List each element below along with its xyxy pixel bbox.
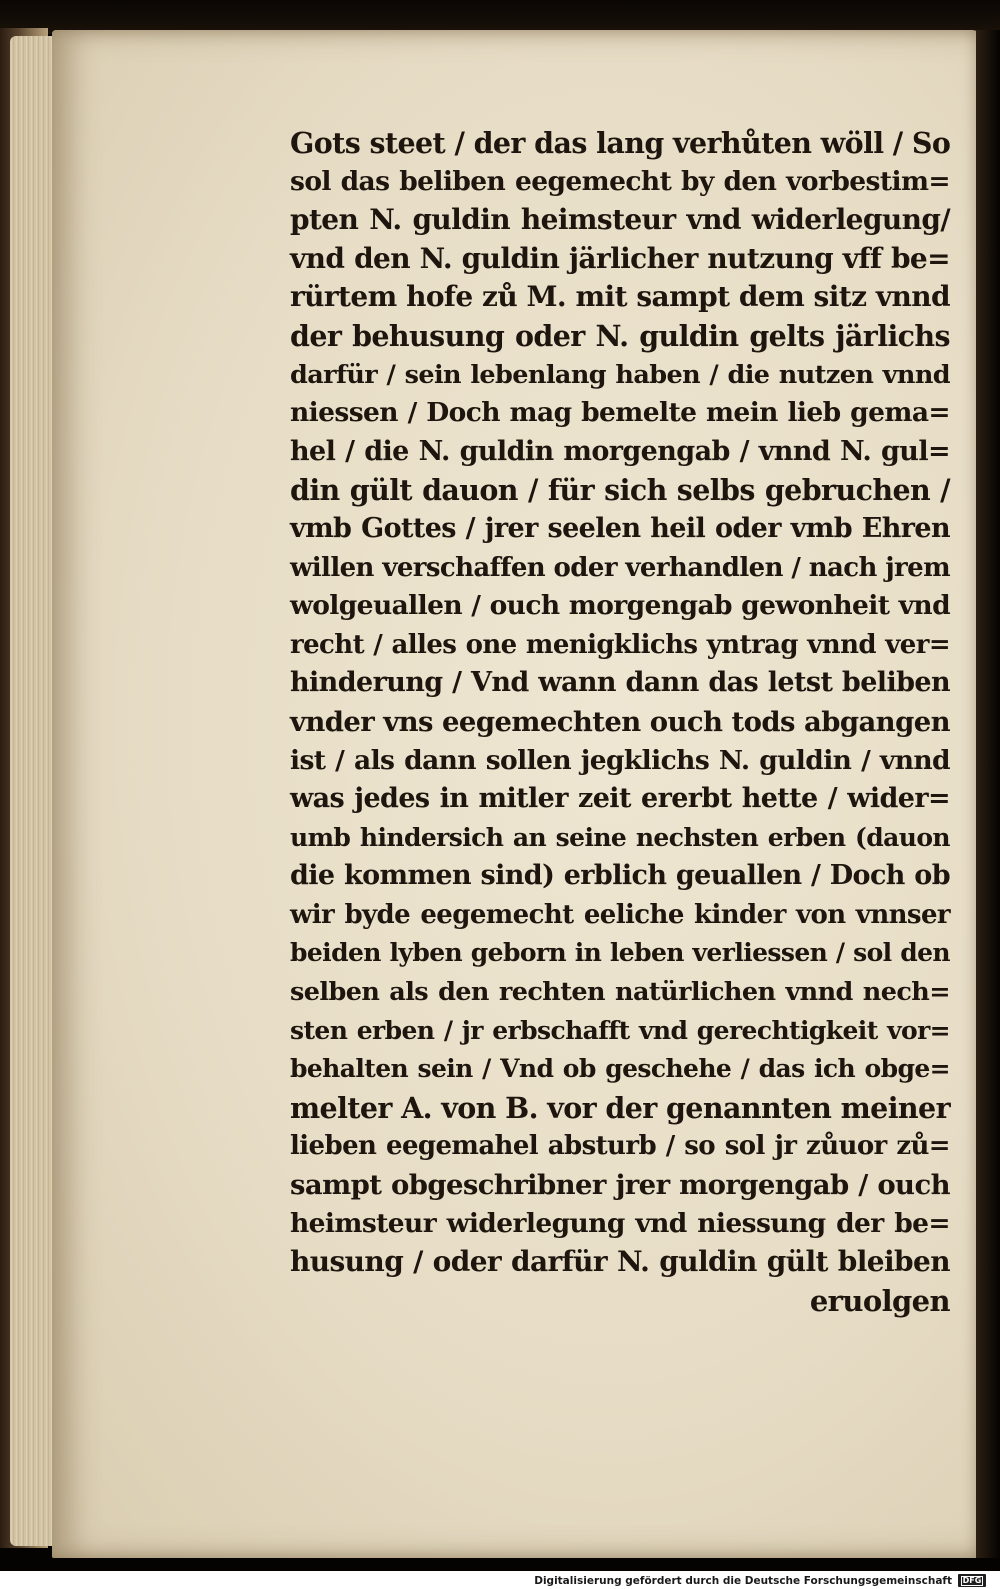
text-line: umb hindersich an seine nechsten erben (dauon — [290, 822, 950, 852]
text-line: wir byde eegemecht eeliche kinder von vnnser — [290, 899, 950, 930]
dfg-logo-icon: DFG — [958, 1574, 986, 1587]
text-line: vnd den N. guldin järlicher nutzung vff be= — [290, 241, 950, 275]
text-line: lieben eegemahel absturb / so sol jr zůuor zů= — [290, 1131, 950, 1162]
text-line: hel / die N. guldin morgengab / vnnd N. gul= — [290, 435, 950, 467]
funding-credit: Digitalisierung gefördert durch die Deutsche Forschungsgemeinschaft — [534, 1575, 952, 1587]
text-line: wolgeuallen / ouch morgengab gewonheit vnd — [290, 590, 950, 622]
text-line: husung / oder darfür N. guldin gült bleiben — [290, 1245, 950, 1279]
catchword: eruolgen — [809, 1283, 950, 1318]
text-line: melter A. von B. vor der genannten meiner — [290, 1090, 950, 1125]
text-line: beiden lyben geborn in leben verliessen / sol den — [290, 938, 950, 968]
text-line: din gült dauon / für sich selbs gebruchen / — [290, 473, 950, 508]
text-line: Gots steet / der das lang verhůten wöll / So — [290, 126, 951, 160]
book-binding-top — [0, 0, 1000, 34]
text-line: hinderung / Vnd wann dann das letst beliben — [290, 667, 950, 699]
text-line: sten erben / jr erbschafft vnd gerechtigkeit vor= — [290, 1015, 950, 1045]
text-line: darfür / sein lebenlang haben / die nutzen vnnd — [290, 359, 950, 390]
text-line: niessen / Doch mag bemelte mein lieb gema= — [290, 397, 950, 429]
text-line: die kommen sind) erblich geuallen / Doch ob — [290, 860, 950, 892]
page-stack-edges — [10, 36, 58, 1546]
text-line: sol das beliben eegemecht by den vorbestim= — [290, 165, 950, 197]
text-line: vnder vns eegemechten ouch tods abgangen — [290, 705, 950, 738]
text-line: der behusung oder N. guldin gelts järlichs — [290, 318, 950, 353]
text-line: behalten sein / Vnd ob geschehe / das ich obge= — [290, 1054, 950, 1084]
text-line: rürtem hofe zů M. mit sampt dem sitz vnnd — [290, 280, 950, 314]
text-line: ist / als dann sollen jegklichs N. guldin / vnnd — [290, 744, 950, 776]
text-line: recht / alles one menigklichs yntrag vnnd ver= — [290, 629, 950, 660]
text-line: willen verschaffen oder verhandlen / nach jrem — [290, 552, 950, 583]
printed-text-block — [290, 124, 950, 1320]
book-edge-right — [976, 30, 1000, 1558]
text-line: sampt obgeschribner jrer morgengab / ouch — [290, 1169, 950, 1202]
text-line: selben als den rechten natürlichen vnnd nech= — [290, 977, 950, 1008]
text-line: heimsteur widerlegung vnd niessung der be= — [290, 1207, 950, 1239]
text-line: vmb Gottes / jrer seelen heil oder vmb Ehren — [290, 512, 950, 544]
text-line: pten N. guldin heimsteur vnd widerlegung/ — [290, 203, 950, 237]
text-line: was jedes in mitler zeit ererbt hette / wider= — [290, 783, 950, 815]
